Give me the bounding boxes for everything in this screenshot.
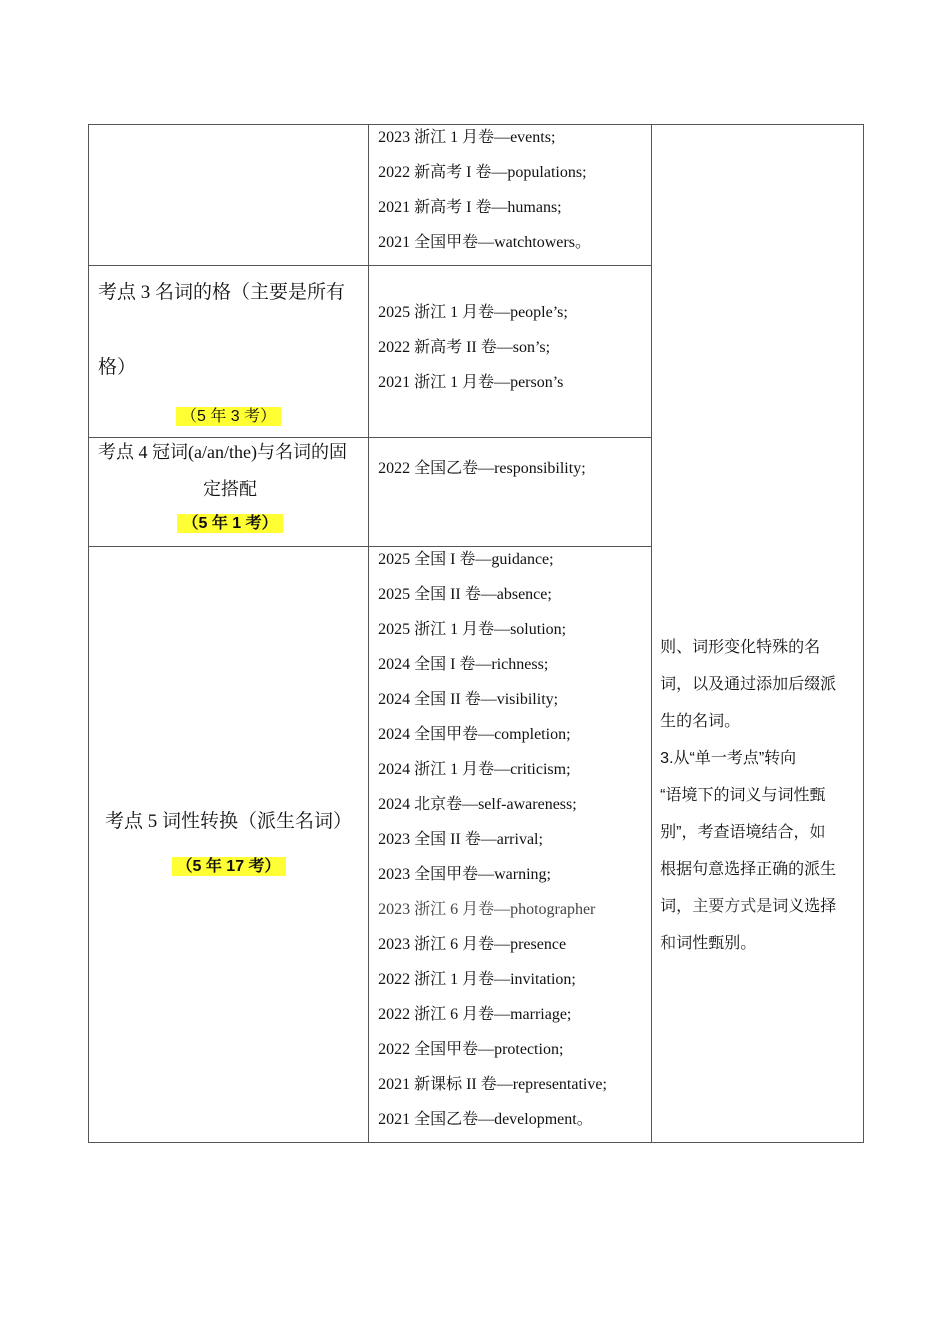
kaodian-cell	[89, 266, 369, 438]
list-item: 2023 全国甲卷—warning;	[378, 866, 551, 883]
kaodian-title: 考点 3 名词的格（主要是所有	[98, 282, 346, 303]
list-item: 2022 浙江 1 月卷—invitation;	[378, 971, 576, 988]
table-row	[89, 125, 864, 266]
list-item: 2024 全国甲卷—completion;	[378, 726, 571, 743]
examples-cell	[369, 125, 652, 266]
notes-cell	[652, 125, 864, 1143]
frequency-badge: （5 年 17 考）	[172, 857, 286, 876]
frequency-badge: （5 年 3 考）	[176, 407, 281, 426]
list-item: 2021 全国甲卷—watchtowers。	[378, 234, 591, 251]
list-item: 2024 全国 I 卷—richness;	[378, 656, 549, 673]
list-item: 2022 全国甲卷—protection;	[378, 1041, 564, 1058]
kaodian-cell	[89, 547, 369, 1143]
kaodian-cell-empty	[89, 125, 369, 266]
notes-text: 则、词形变化特殊的名 词，以及通过添加后缀派 生的名词。 3.从“单一考点”转向 “语境下的词义与词性甄 别”，考查语境结合，如 根据句意选择正确的派生 词，主要方式是词义选择 和词性甄别。	[660, 639, 837, 952]
list-item: 2023 浙江 1 月卷—events;	[378, 129, 556, 146]
kaodian-title: 考点 5 词性转换（派生名词）	[105, 811, 353, 832]
list-item: 2021 浙江 1 月卷—person’s	[378, 374, 564, 391]
frequency-badge: （5 年 1 考）	[177, 514, 282, 533]
examples-cell	[369, 547, 652, 1143]
list-item: 2023 浙江 6 月卷—presence	[378, 936, 567, 953]
examples-cell	[369, 266, 652, 438]
list-item: 2024 浙江 1 月卷—criticism;	[378, 761, 571, 778]
list-item: 2021 全国乙卷—development。	[378, 1111, 593, 1128]
list-item: 2022 浙江 6 月卷—marriage;	[378, 1006, 572, 1023]
list-item: 2023 全国 II 卷—arrival;	[378, 831, 543, 848]
kaodian-title-cont: 定搭配	[203, 479, 258, 499]
list-item: 2025 全国 II 卷—absence;	[378, 586, 552, 603]
list-item: 2025 浙江 1 月卷—solution;	[378, 621, 567, 638]
list-item: 2023 浙江 6 月卷—photographer	[378, 901, 596, 918]
list-item: 2022 全国乙卷—responsibility;	[378, 460, 586, 477]
exam-points-table	[88, 124, 864, 1143]
kaodian-title-cont: 格）	[98, 357, 137, 378]
list-item: 2021 新课标 II 卷—representative;	[378, 1076, 607, 1093]
kaodian-cell	[89, 438, 369, 547]
list-item: 2022 新高考 II 卷—son’s;	[378, 339, 551, 356]
list-item: 2025 浙江 1 月卷—people’s;	[378, 304, 568, 321]
list-item: 2022 新高考 I 卷—populations;	[378, 164, 587, 181]
list-item: 2025 全国 I 卷—guidance;	[378, 551, 554, 568]
list-item: 2021 新高考 I 卷—humans;	[378, 199, 562, 216]
list-item: 2024 北京卷—self-awareness;	[378, 796, 577, 813]
kaodian-title: 考点 4 冠词(a/an/the)与名词的固	[98, 442, 347, 462]
list-item: 2024 全国 II 卷—visibility;	[378, 691, 559, 708]
examples-cell	[369, 438, 652, 547]
